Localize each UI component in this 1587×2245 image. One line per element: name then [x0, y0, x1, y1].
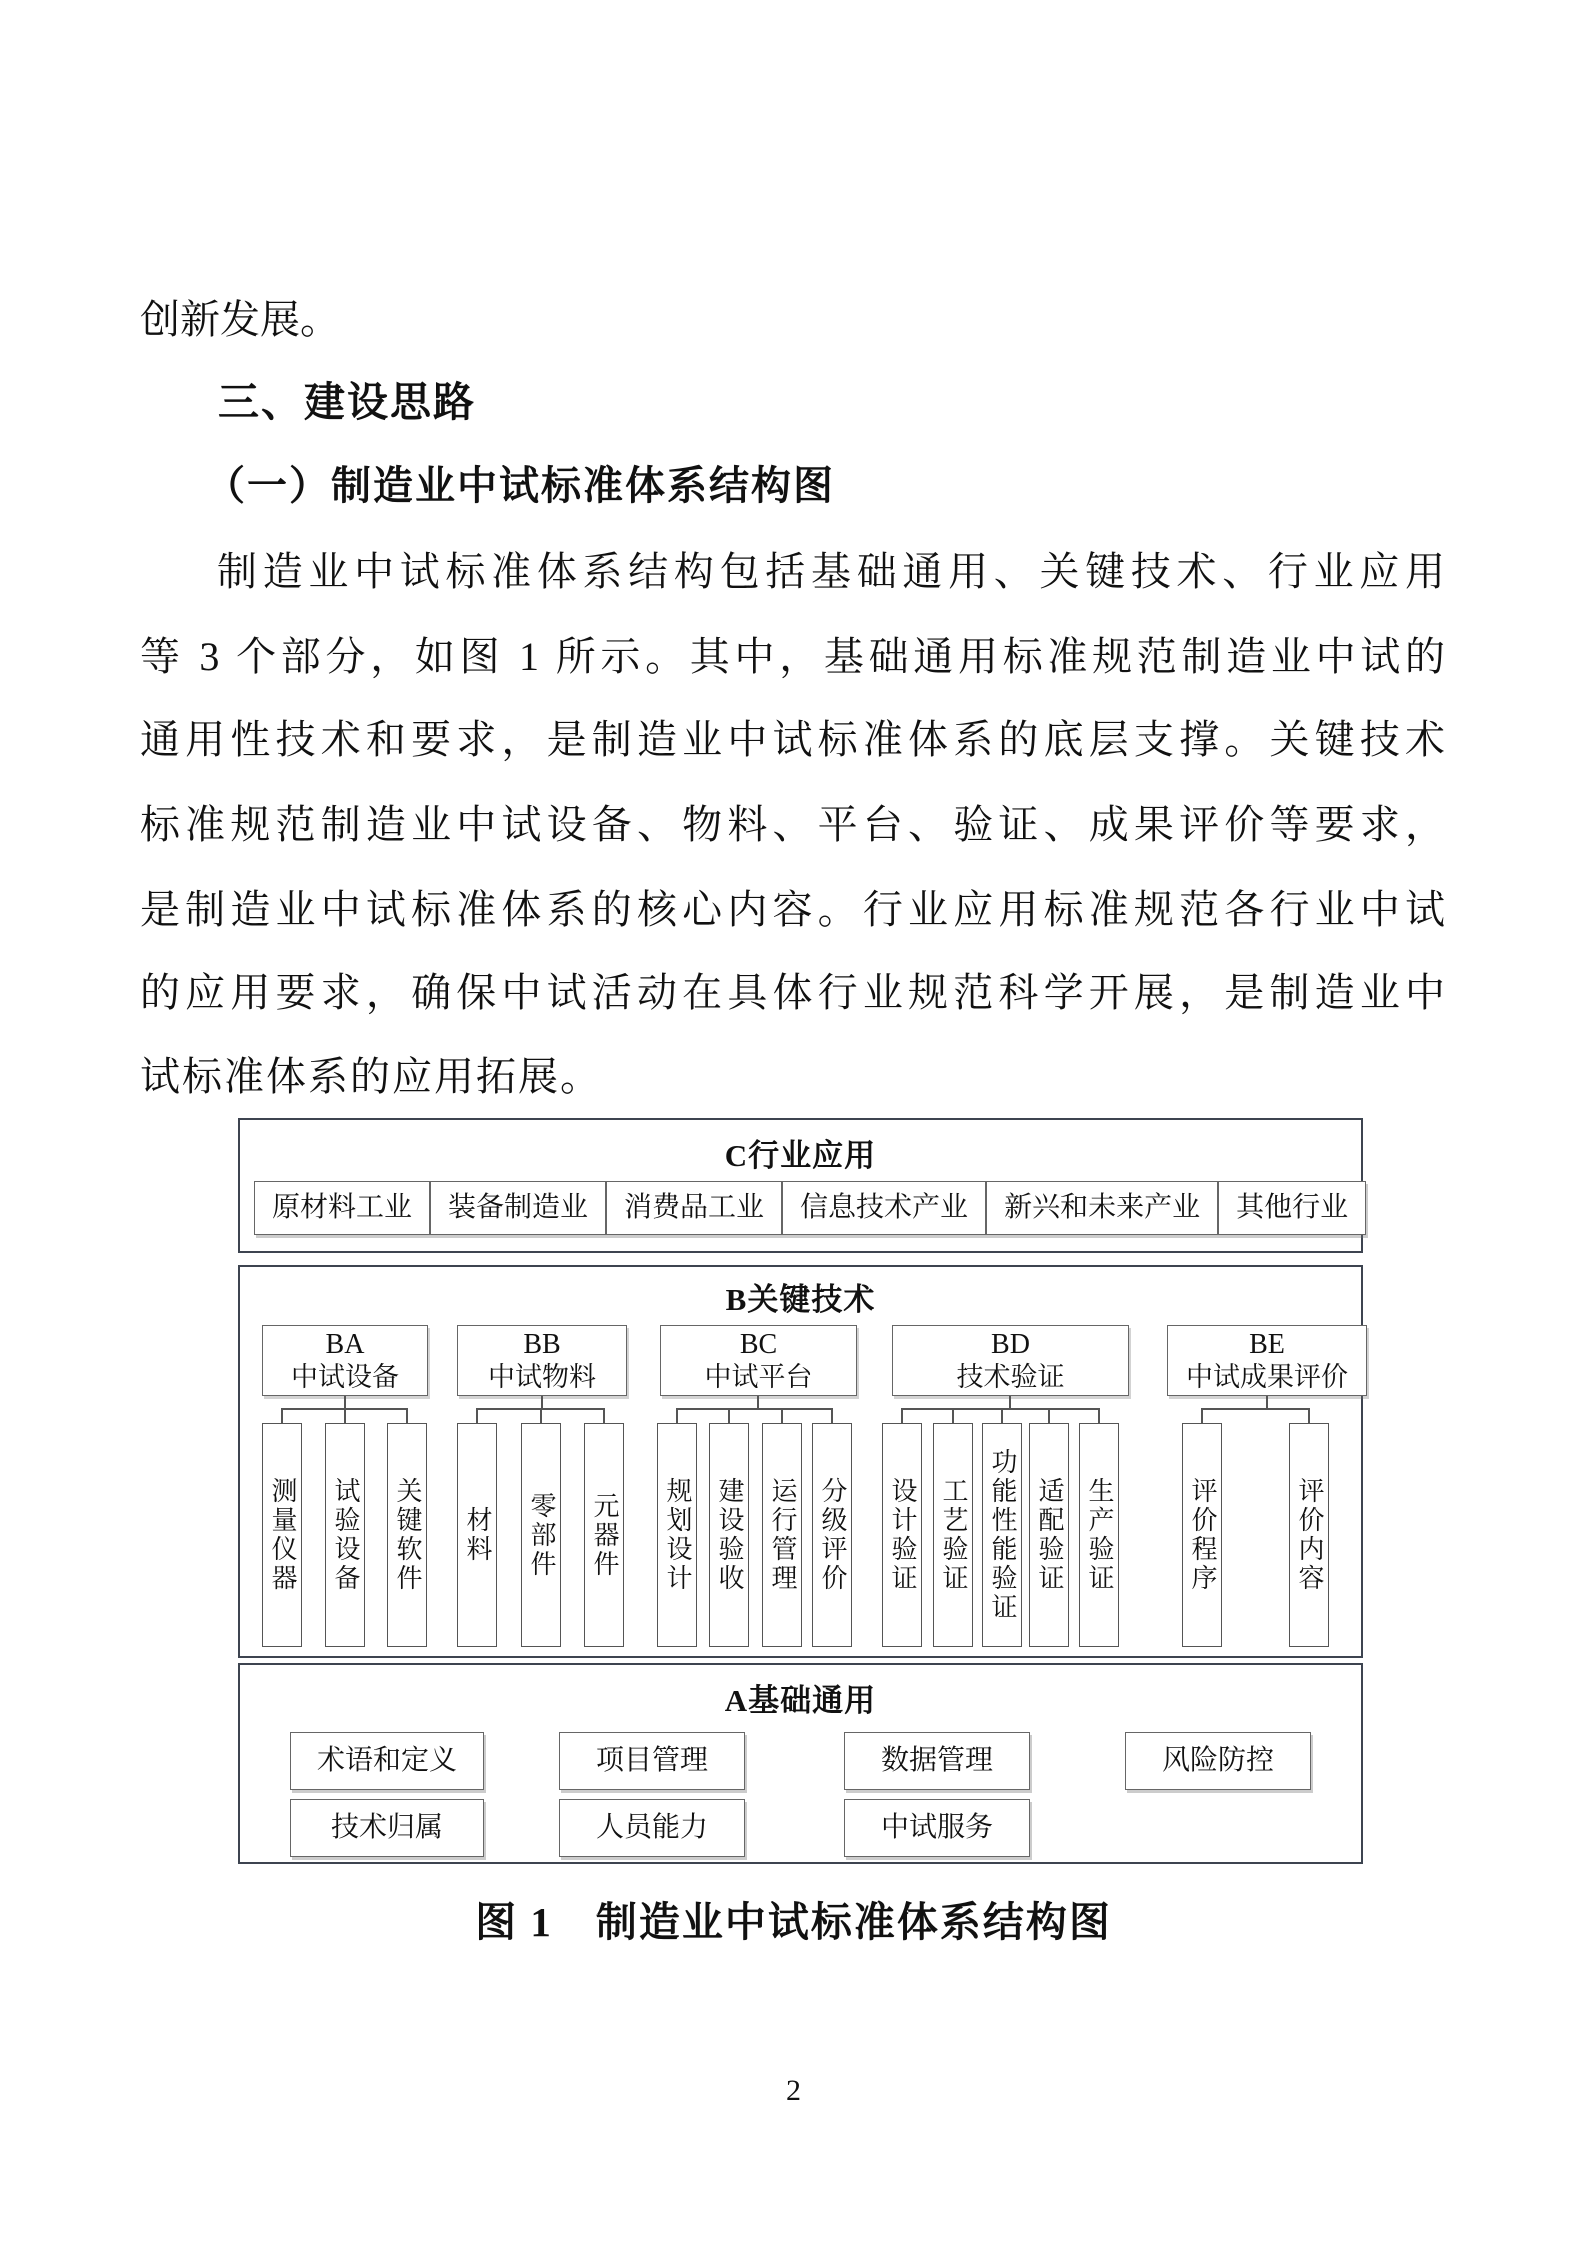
connector-line [901, 1408, 903, 1424]
paragraph-line: 试标准体系的应用拓展。 [140, 1054, 602, 1099]
b-group-name: 中试设备 [291, 1362, 399, 1392]
page-number: 2 [786, 2074, 801, 2107]
connector-line [406, 1408, 408, 1424]
connector-line [281, 1408, 283, 1424]
b-group-code: BA [325, 1329, 365, 1360]
diagram-section-c-industry-application [238, 1118, 1363, 1253]
connector-line [1098, 1408, 1100, 1424]
b-group-code: BC [739, 1329, 778, 1360]
b-group-name: 中试物料 [488, 1362, 596, 1392]
b-child-box: 关键软件 [387, 1423, 427, 1647]
b-group-name: 技术验证 [956, 1362, 1065, 1392]
diagram-section-b-key-technologies [238, 1265, 1363, 1658]
connector-line [603, 1408, 605, 1424]
diagram-section-a-basic-general [238, 1663, 1363, 1864]
figure-caption: 图 1 制造业中试标准体系结构图 [475, 1899, 1112, 1945]
paragraph-line: 是制造业中试标准体系的核心内容。行业应用标准规范各行业中试 [140, 887, 1447, 932]
c-item-box: 消费品工业 [606, 1181, 782, 1235]
connector-line [728, 1408, 730, 1424]
b-group-header-bd [892, 1325, 1129, 1396]
b-child-box: 规划设计 [657, 1423, 697, 1647]
b-child-box: 评价内容 [1289, 1423, 1329, 1647]
paragraph-line: 等 3 个部分，如图 1 所示。其中，基础通用标准规范制造业中试的 [140, 634, 1447, 679]
connector-line [676, 1408, 678, 1424]
a-item-box: 术语和定义 [290, 1732, 484, 1790]
connector-line [831, 1408, 833, 1424]
a-item-box: 项目管理 [559, 1732, 745, 1790]
b-child-box: 工艺验证 [933, 1423, 973, 1647]
b-child-box: 设计验证 [882, 1423, 922, 1647]
section-c-item-row [254, 1181, 1347, 1235]
paragraph-line: 的应用要求，确保中试活动在具体行业规范科学开展，是制造业中 [140, 970, 1447, 1015]
connector-line [952, 1408, 954, 1424]
section-c-title: C行业应用 [724, 1138, 877, 1173]
b-child-box: 建设验收 [709, 1423, 749, 1647]
section-b-title: B关键技术 [725, 1282, 876, 1317]
b-child-box: 生产验证 [1079, 1423, 1119, 1647]
connector-line [1001, 1408, 1003, 1424]
b-child-box: 材料 [457, 1423, 497, 1647]
connector-line [1308, 1408, 1310, 1424]
connector-line [1201, 1408, 1203, 1424]
c-item-box: 装备制造业 [430, 1181, 606, 1235]
b-child-box: 功能性能验证 [982, 1423, 1022, 1647]
b-group-name: 中试成果评价 [1186, 1362, 1348, 1392]
a-item-box: 人员能力 [559, 1799, 745, 1857]
section-heading: 三、建设思路 [218, 379, 476, 425]
b-group-header-bb [457, 1325, 627, 1396]
connector-line [1048, 1408, 1050, 1424]
b-group-header-bc [660, 1325, 857, 1396]
b-group-header-be [1167, 1325, 1367, 1396]
connector-line [540, 1408, 542, 1424]
section-a-title: A基础通用 [724, 1683, 877, 1718]
c-item-box: 其他行业 [1218, 1181, 1366, 1235]
connector-line [676, 1408, 833, 1410]
paragraph-line: 通用性技术和要求，是制造业中试标准体系的底层支撑。关键技术 [140, 717, 1447, 762]
a-item-box: 数据管理 [844, 1732, 1030, 1790]
b-child-box: 零部件 [521, 1423, 561, 1647]
b-child-box: 分级评价 [812, 1423, 852, 1647]
b-group-name: 中试平台 [704, 1362, 813, 1392]
b-child-box: 评价程序 [1182, 1423, 1222, 1647]
connector-line [476, 1408, 478, 1424]
b-child-box: 适配验证 [1029, 1423, 1069, 1647]
b-group-header-ba [262, 1325, 428, 1396]
b-child-box: 元器件 [584, 1423, 624, 1647]
a-item-box: 中试服务 [844, 1799, 1030, 1857]
b-child-box: 试验设备 [325, 1423, 365, 1647]
c-item-box: 信息技术产业 [782, 1181, 986, 1235]
paragraph-line: 制造业中试标准体系结构包括基础通用、关键技术、行业应用 [217, 549, 1447, 594]
b-group-code: BD [991, 1329, 1030, 1360]
b-group-code: BB [523, 1329, 561, 1360]
c-item-box: 新兴和未来产业 [986, 1181, 1218, 1235]
b-child-box: 测量仪器 [262, 1423, 302, 1647]
b-child-box: 运行管理 [762, 1423, 802, 1647]
connector-line [344, 1408, 346, 1424]
a-item-box: 风险防控 [1125, 1732, 1311, 1790]
a-item-box: 技术归属 [290, 1799, 484, 1857]
sub-heading: （一）制造业中试标准体系结构图 [205, 463, 835, 508]
paragraph-line: 标准规范制造业中试设备、物料、平台、验证、成果评价等要求， [140, 802, 1447, 847]
connector-line [1201, 1408, 1310, 1410]
connector-line [781, 1408, 783, 1424]
c-item-box: 原材料工业 [254, 1181, 430, 1235]
b-group-code: BE [1249, 1329, 1285, 1360]
intro-line: 创新发展。 [140, 297, 340, 342]
